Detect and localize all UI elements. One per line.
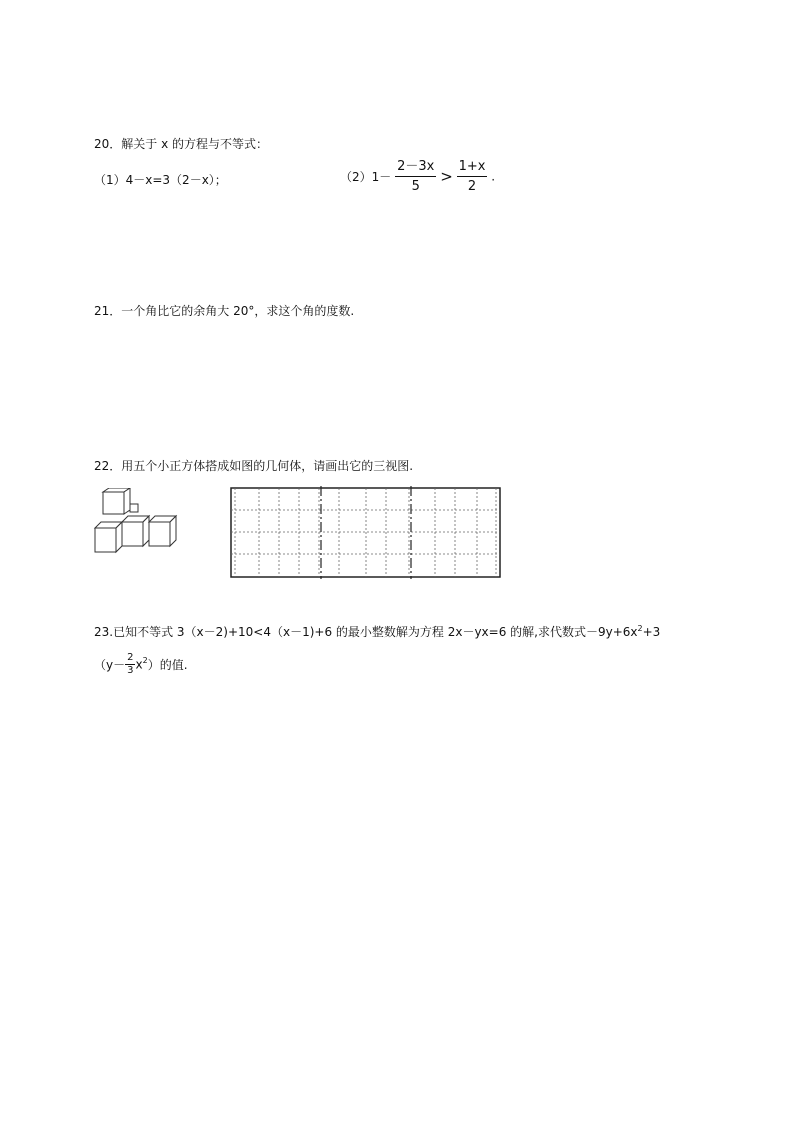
grid-lines <box>231 488 500 577</box>
fraction-2 <box>457 160 488 193</box>
cube-figure <box>93 488 183 556</box>
question-20-part1: （1）4－x=3（2－x）； <box>94 173 227 187</box>
fraction-2-3 <box>125 652 135 677</box>
part2-end: . <box>491 169 496 184</box>
cube-side-face-right <box>170 516 176 546</box>
cube-front-upper <box>103 492 124 514</box>
cube-front-middle <box>122 522 143 546</box>
question-20-title: 20．解关于 x 的方程与不等式： <box>94 137 269 151</box>
fraction-1-numerator: 2－3x <box>395 160 436 177</box>
exponent-2: 2 <box>142 656 148 665</box>
variable-x: x <box>135 657 143 672</box>
question-23-line1-end: +3 <box>642 625 661 639</box>
drawing-grid <box>229 486 502 579</box>
cube-front-right <box>149 522 170 546</box>
line2-prefix: （y－ <box>94 658 126 672</box>
fraction-2-denominator: 2 <box>467 179 477 194</box>
question-23-line1 <box>94 623 660 640</box>
grid-border <box>231 488 500 577</box>
fraction-2-3-numerator: 2 <box>127 652 134 663</box>
cube-side-face-middle <box>143 516 149 546</box>
cube-front-left <box>95 528 116 552</box>
fraction-1-denominator: 5 <box>411 179 420 194</box>
cube-side-face-left <box>116 522 122 552</box>
line2-end: ）的值. <box>147 658 188 672</box>
exponent-1: 2 <box>637 624 643 633</box>
cube-side-face-upper <box>124 488 130 514</box>
question-23-line1-text: 23.已知不等式 3（x－2)+10<4（x－1)+6 的最小整数解为方程 2x－yx=6 的解,求代数式－9y+6x <box>94 625 638 639</box>
question-23-line2 <box>94 652 188 677</box>
question-20-part2 <box>340 160 495 193</box>
fraction-1 <box>395 160 436 193</box>
question-22-text: 22．用五个小正方体搭成如图的几何体，请画出它的三视图. <box>94 459 414 473</box>
cube-back-piece <box>130 504 138 512</box>
fraction-2-3-denominator: 3 <box>127 665 134 676</box>
greater-than-sign: > <box>440 167 453 186</box>
question-21-text: 21．一个角比它的余角大 20°，求这个角的度数. <box>94 304 355 318</box>
fraction-2-numerator: 1+x <box>457 160 488 177</box>
part2-prefix: （2）1－ <box>340 170 392 184</box>
